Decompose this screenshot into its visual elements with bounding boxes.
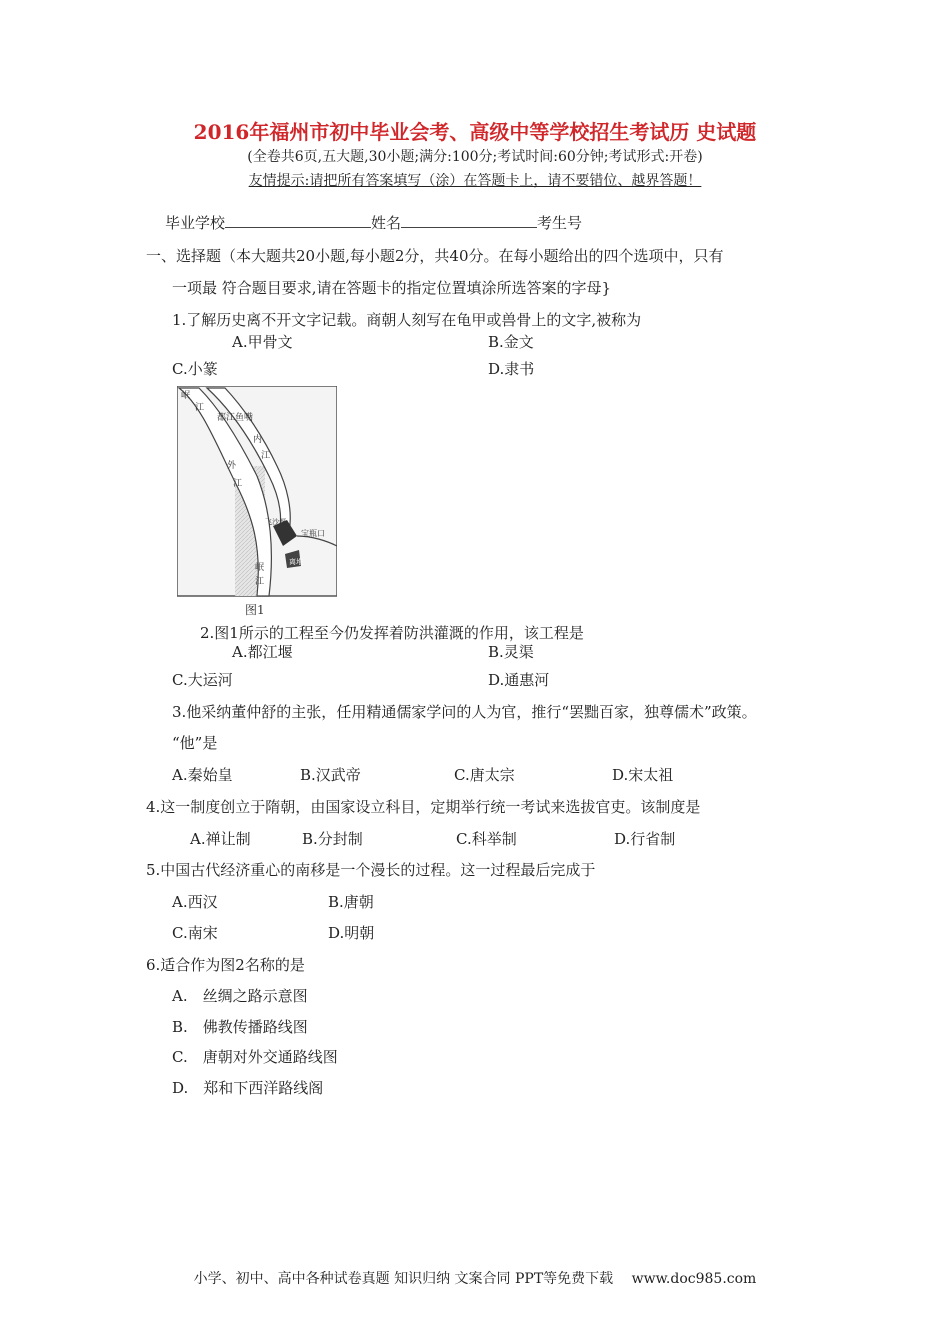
q1-stem: 1.了解历史离不开文字记载。商朝人刻写在龟甲或兽骨上的文字,被称为	[172, 311, 642, 329]
map-label-wai: 外	[227, 461, 237, 471]
q3-stem: 3.他采纳董仲舒的主张，任用精通儒家学问的人为官，推行“罢黜百家，独尊儒术”政策。	[172, 703, 757, 721]
school-label: 毕业学校	[165, 214, 226, 232]
q6-option-d: D. 郑和下西洋路线阁	[172, 1079, 324, 1097]
section1-heading-cont: 一项最 符合题目要求,请在答题卡的指定位置填涂所选答案的字母}	[172, 279, 612, 297]
notice-line	[0, 170, 950, 190]
q5-option-a: A.西汉	[172, 893, 218, 911]
q3-option-c: C.唐太宗	[454, 766, 515, 784]
map-label-jiang2: 江	[255, 577, 265, 587]
exam-info: (全卷共6页,五大题,30小题;满分:100分;考试时间:60分钟;考试形式:开卷)	[247, 149, 703, 165]
name-label: 姓名	[371, 214, 402, 232]
q1-option-b: B.金文	[488, 333, 534, 351]
map-label-neijiang: 江	[261, 451, 271, 461]
q4-option-d: D.行省制	[614, 830, 676, 848]
footer-ad: 小学、初中、高中各种试卷真题 知识归纳 文案合同 PPT等免费下载 www.doc985.com	[193, 1271, 757, 1287]
q6-stem: 6.适合作为图2名称的是	[146, 956, 305, 974]
number-label: 考生号	[537, 214, 583, 232]
map-label-lidui: 离堆	[289, 558, 303, 566]
map-label-jiang1: 江	[195, 403, 205, 413]
student-info-row	[165, 212, 582, 233]
map-label-min1: 岷	[181, 391, 191, 401]
q2-option-c: C.大运河	[172, 671, 233, 689]
exam-title: 2016年福州市初中毕业会考、高级中等学校招生考试历 史试题	[193, 120, 757, 144]
q1-option-a: A.甲骨文	[232, 333, 293, 351]
q5-option-d: D.明朝	[328, 924, 375, 942]
section1-heading: 一、选择题（本大题共20小题,每小题2分，共40分。在每小题给出的四个选项中，只有	[146, 247, 724, 265]
q2-option-a: A.都江堰	[232, 643, 293, 661]
q5-option-b: B.唐朝	[328, 893, 374, 911]
q5-option-c: C.南宋	[172, 924, 218, 942]
map-label-min2: 岷	[255, 563, 265, 573]
q1-option-d: D.隶书	[488, 360, 535, 378]
map-label-dujiang: 都江鱼嘴	[217, 413, 254, 423]
q4-stem: 4.这一制度创立于隋朝，由国家设立科目，定期举行统一考试来选拔官吏。该制度是	[146, 798, 701, 816]
q4-option-c: C.科举制	[456, 830, 517, 848]
q3-option-d: D.宋太祖	[612, 766, 674, 784]
q6-option-a: A. 丝绸之路示意图	[172, 987, 308, 1005]
q2-stem: 2.图1所示的工程至今仍发挥着防洪灌溉的作用，该工程是	[200, 624, 584, 642]
q3-stem-cont: “他”是	[172, 734, 218, 752]
q3-option-a: A.秦始皇	[172, 766, 233, 784]
q2-option-d: D.通惠河	[488, 671, 550, 689]
notice-text: 友情提示:请把所有答案填写（涂）在答题卡上，请不要错位、越界答题！	[248, 173, 702, 189]
name-blank[interactable]	[401, 213, 537, 228]
figure1-caption: 图1	[245, 603, 265, 617]
q5-stem: 5.中国古代经济重心的南移是一个漫长的过程。这一过程最后完成于	[146, 861, 596, 879]
q2-option-b: B.灵渠	[488, 643, 534, 661]
figure1-map	[177, 386, 337, 618]
map-label-nei: 内	[253, 435, 263, 445]
q4-option-a: A.禅让制	[190, 830, 251, 848]
q6-option-c: C. 唐朝对外交通路线图	[172, 1048, 338, 1066]
map-label-baoping: 宝瓶口	[301, 529, 325, 538]
map-label-waijiang: 江	[233, 479, 243, 489]
q1-option-c: C.小篆	[172, 360, 218, 378]
school-blank[interactable]	[225, 213, 371, 228]
q4-option-b: B.分封制	[302, 830, 363, 848]
q3-option-b: B.汉武帝	[300, 766, 361, 784]
q6-option-b: B. 佛教传播路线图	[172, 1018, 308, 1036]
map-label-feisha: 飞沙堰	[265, 518, 286, 526]
